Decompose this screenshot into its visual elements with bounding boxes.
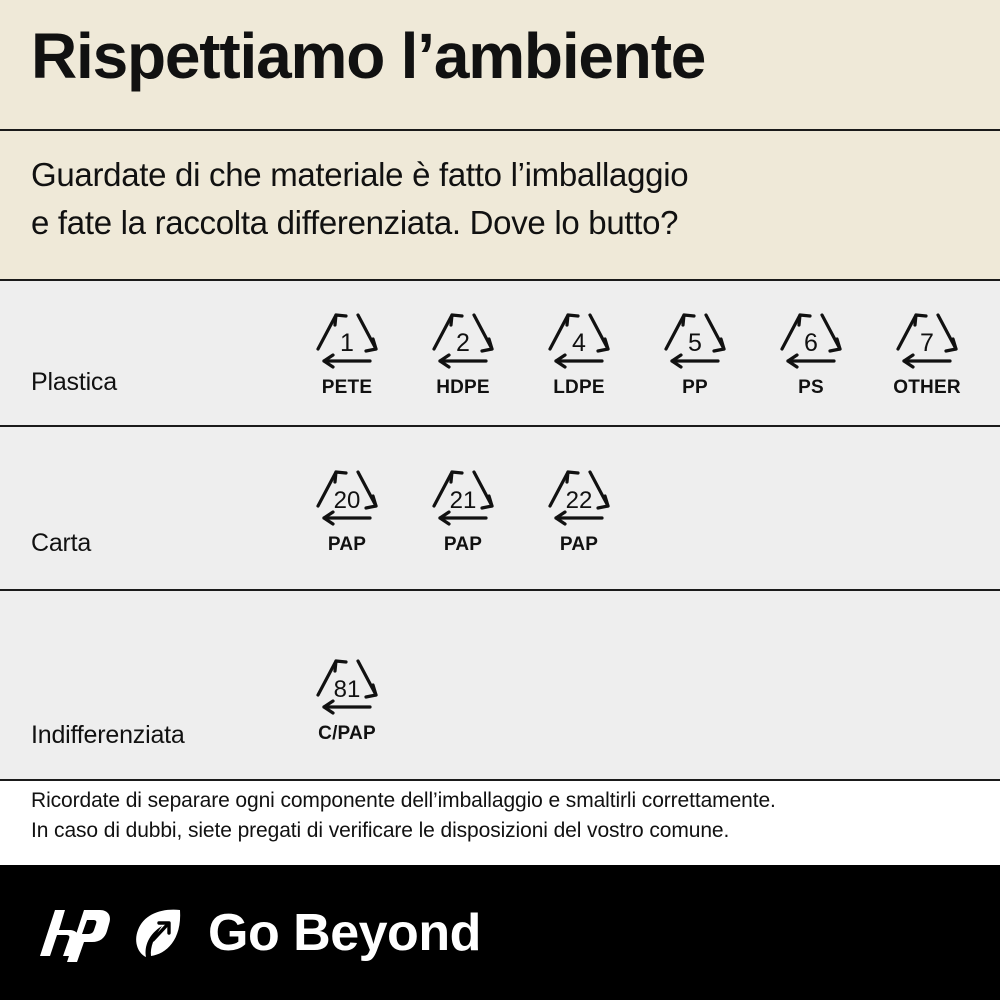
recycling-symbol [416, 456, 510, 556]
symbol-group-plastica [300, 277, 974, 421]
symbol-code: C/PAP [318, 723, 376, 744]
recycling-symbol [300, 299, 394, 399]
mobius-loop-icon [532, 456, 626, 532]
leaf-arrow-icon [132, 906, 184, 960]
recycling-symbol [300, 645, 394, 745]
recycling-symbol [880, 299, 974, 399]
symbol-code: PAP [327, 534, 367, 555]
mobius-loop-icon [300, 299, 394, 375]
symbol-number: 5 [688, 329, 702, 357]
symbol-number: 7 [920, 329, 934, 357]
symbol-code: PP [682, 377, 708, 398]
symbol-code: PETE [321, 377, 373, 398]
symbol-group-carta [300, 425, 626, 587]
symbol-code: LDPE [553, 377, 605, 398]
symbol-code: PS [798, 377, 824, 398]
material-row-label: Plastica [31, 368, 117, 396]
mobius-loop-icon [880, 299, 974, 375]
symbol-group-indifferenziata [300, 601, 394, 789]
recycling-symbol [532, 299, 626, 399]
brand-lockup [40, 902, 481, 964]
mobius-loop-icon [416, 456, 510, 532]
mobius-loop-icon [416, 299, 510, 375]
page-title: Rispettiamo l’ambiente [31, 20, 706, 92]
symbol-code: OTHER [893, 377, 961, 398]
symbol-number: 21 [449, 487, 477, 514]
material-row-carta [0, 427, 1000, 591]
brand-tagline: Go Beyond [208, 903, 481, 962]
symbol-code: HDPE [436, 377, 490, 398]
symbol-number: 6 [804, 329, 818, 357]
material-row-indifferenziata [0, 591, 1000, 781]
symbol-code: PAP [559, 534, 599, 555]
mobius-loop-icon [300, 456, 394, 532]
recycling-symbol [764, 299, 858, 399]
subtitle-line-2: e fate la raccolta differenziata. Dove lo butto? [31, 204, 679, 241]
symbol-code: PAP [443, 534, 483, 555]
material-row-label: Carta [31, 529, 92, 557]
footnote-line-1: Ricordate di separare ogni componente dell’imballaggio e smaltirli correttamente. [31, 789, 776, 812]
mobius-loop-icon [300, 645, 394, 721]
recycling-symbol [300, 456, 394, 556]
material-row-plastica [0, 281, 1000, 427]
symbol-number: 22 [565, 487, 593, 514]
symbol-number: 20 [333, 487, 361, 514]
footnote-line-2: In caso di dubbi, siete pregati di verificare le disposizioni del vostro comune. [31, 819, 730, 842]
recycling-symbol [648, 299, 742, 399]
symbol-number: 4 [572, 329, 586, 357]
mobius-loop-icon [532, 299, 626, 375]
brand-bar [0, 865, 1000, 1000]
mobius-loop-icon [648, 299, 742, 375]
subtitle-band [0, 131, 1000, 281]
recycling-symbol [532, 456, 626, 556]
recycling-symbol [416, 299, 510, 399]
hp-logo-icon [40, 902, 118, 964]
header-band [0, 0, 1000, 131]
subtitle-line-1: Guardate di che materiale è fatto l’imballaggio [31, 156, 689, 193]
material-rows [0, 281, 1000, 781]
material-row-label: Indifferenziata [31, 721, 185, 749]
symbol-number: 81 [333, 676, 361, 703]
footnote [0, 781, 1000, 865]
mobius-loop-icon [764, 299, 858, 375]
symbol-number: 1 [340, 329, 354, 357]
symbol-number: 2 [456, 329, 470, 357]
